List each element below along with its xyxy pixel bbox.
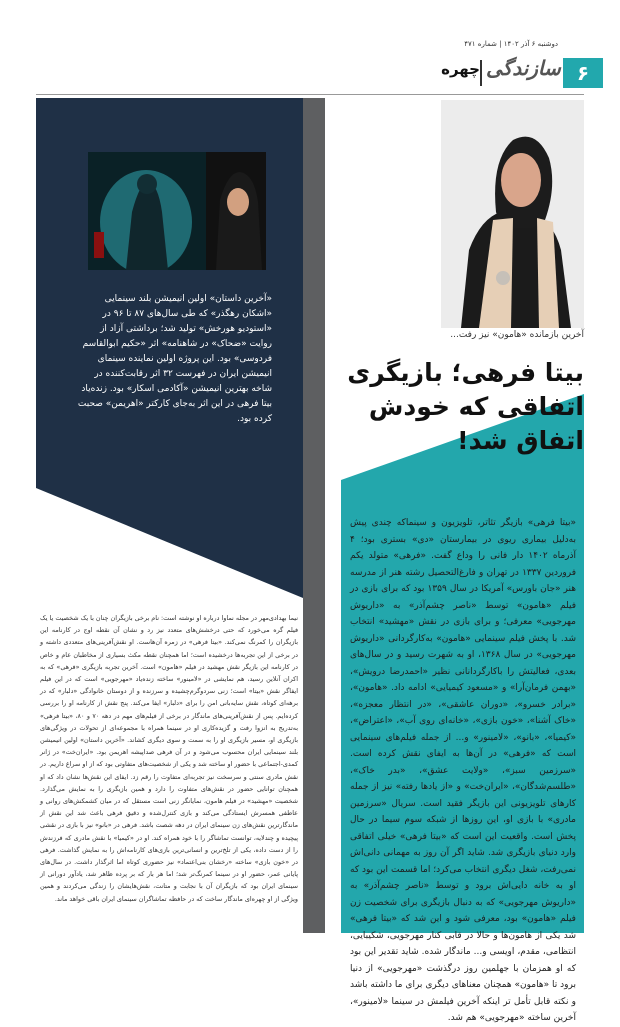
- header-rule: [36, 94, 584, 95]
- article-body-main: «بیتا فرهی» بازیگر تئاتر، تلویزیون و سینماکه چندی پیش به‌دلیل بیماری ریوی در بیمارستان «دی» بستری بود؛ ۴ آذرماه ۱۴۰۲ دار فانی را وداع گفت. «فرهی» متولد یکم فروردین ۱۳۳۷ در تهران و فارغ‌التحصیل رشته هنر از مدرسه هنر «جان باورس» آمریکا در سال ۱۳۵۹ بود که برای بازی در فیلم «هامون» توسط «ناصر چشم‌آذر» به «داریوش مهرجویی» معرفی؛ و برای بازی در نقش «مهشید» انتخاب شد. با پخش فیلم سینمایی «هامون» به‌کارگردانی «داریوش مهرجویی» در سال ۱۳۶۸، او به شهرت رسید و در سال‌های بعدی، فعالیتش را باکارگردانانی نظیر «احمدرضا درویش»، «بهمن فرمان‌آرا» و «مسعود کیمیایی» ادامه داد. «هامون»، «برادر خسرو»، «دوران عاشقی»، «در انتظار معجزه»، «خاک آشنا»، «خون بازی»، «خانه‌ای روی آب»، «اعتراض»، «کیمیا»، «بانو»، «لامینور» و... از جمله فیلم‌های سینمایی است که «فرهی» در آن‌ها به ایفای نقش کرده است. «سرزمین سبز»، «ولایت عشق»، «بدر خاک»، «طلسم‌شدگان»، «ایران‌خت» و «از یادها رفته» نیز از جمله کارهای تلویزیونی این بازیگر فقید است. سریال «سرزمین مادری» با بازی او، این روزها از شبکه سوم سیما در حال پخش است. واقعیت این است که «بیتا فرهی» خیلی اتفاقی وارد دنیای بازیگری شد. شاید اگر آن روز به مهمانی دانی‌اش نمی‌رفت، شغل دیگری انتخاب می‌کرد؛ اما قسمت این بود که او به خانه دایی‌اش برود و توسط «ناصر چشم‌آذر» به «داریوش مهرجویی» که به دنبال بازیگری برای شخصیت زن فیلم «هامون» بود، معرفی شود و این شد که «بیتا فرهی» شد یکی از هامون‌ها و حالا در قابی کنار مهرجویی، شکیبایی، انتظامی، مقدم، اویسی و... ماندگار شده. شاید تقدیر این بود که او همزمان با جهلمین روز درگذشت «مهرجویی» از دنیا برود تا «هامون» همچنان معناهای دیگری برای ما داشته باشد و نکته قابل تأمل تر اینکه آخرین فیلمش در سینما «لامینور»، آخرین ساخته «مهرجویی» هم شد.: [350, 518, 577, 1023]
- film-still-photo: [88, 152, 266, 270]
- issue-line: دوشنبه ۶ آذر ۱۴۰۲ | شماره ۴۷۱: [464, 40, 558, 48]
- masthead-divider: [480, 60, 482, 86]
- section-title: چهره: [441, 60, 480, 78]
- page-number: ۶: [563, 58, 603, 88]
- column-divider-strip: [303, 98, 325, 933]
- article-body-secondary: نیما بهدادی‌مهر در مجله نماوا درباره او نوشته است: نام برخی بازیگران چنان با یک شخصیت یا یک فیلم گره می‌خورد که حتی درخشش‌های متعدد نیز رد و نشان آن نقطه اوج در کارنامه این بازیگران را کمرنگ نمی‌کند. «بیتا فرهی» در زمره آن‌هاست. او نقش‌آفرینی‌های متعددی داشته و در برخی از این تجربه‌ها درخشیده است؛ اما همچنان نقطه مکث بسیاری از مخاطبان عام و خاص در کارنامه این بازیگر نقش مهشید در فیلم «هامون» است. آخرین تجربه بازیگری «فرهی» که به اکران آنلاین رسید، هم نمایشی در «لامینور» ساخته زنده‌یاد «مهرجویی» است که در این فیلم ایفاگر نقش «بیتا» است؛ زنی سردوگرم‌چشیده و سرزنده و از دوستان خانوادگی «دلبار» که در برهه‌ای کوتاه، نقش سایه‌بانی امن را برای «دلبار» ایفا می‌کند. پنج نقش از کارنامه او را بررسی کرده‌ایم. پس از نقش‌آفرینی‌های ماندگار در برخی از فیلم‌های مهم در دهه ۷۰ و ۸۰، «بیتا فرهی» به‌تدریج به انزوا رفت و گزیده‌کاری او در سینما همراه با مجموعه‌ای از تحولات در ویژگی‌های بازیگری او، مسیر بازیگری او را به سمت و سوی دیگری کشاند. «آخرین داستان» اولین انیمیشن بلند سینمایی ایران محسوب می‌شود و در آن فرهی صداپیشه اهریمن بود. «ایران‌خت» در ژانر کمدی-اجتماعی با حضور او ساخته شد و یکی از شخصیت‌های متفاوتی بود که از او سراغ داریم. در نقش مادری سنتی و سرسخت نیز تجربه‌ای متفاوت را رقم زد. ایفای این نقش‌ها نشان داد که او همچنان توانایی حضور در نقش‌های متفاوت را دارد و همین بازیگری را به نمایش می‌گذارد. شخصیت «مهشید» در فیلم هامون، نمایانگر زنی است مستقل که در میان کشمکش‌های روانی و عاطفی همسرش ایستادگی می‌کند و بازی کنترل‌شده و دقیق فرهی باعث شد این نقش از ماندگارترین نقش‌های زن سینمای ایران در دهه شصت باشد. فرهی در «بانو» نیز با بازی در نقشی پیچیده و چندلایه، توانست تماشاگر را با خود همراه کند. او در «کیمیا» با نقش مادری که فرزندش را از دست داده، یکی از تلخ‌ترین و انسانی‌ترین بازی‌های کارنامه‌اش را به نمایش گذاشت. فرهی در «خون بازی» ساخته «رخشان بنی‌اعتماد» نیز حضوری کوتاه اما اثرگذار داشت. در سال‌های پایانی عمر، حضور او در سینما کمرنگ‌تر شد؛ اما هر بار که بر پرده ظاهر شد، یادآور دورانی از سینمای ایران بود که بازیگران آن با نجابت و متانت، نقش‌هایشان را زندگی می‌کردند و همین ویژگی از او چهره‌ای ماندگار ساخت که در حافظه تماشاگران سینمای ایران باقی خواهد ماند.: [40, 614, 299, 903]
- newspaper-logo: سازندگی: [486, 56, 561, 80]
- article-title: بیتا فرهی؛ بازیگری اتفاقی که خودش اتفاق شد!: [347, 358, 584, 455]
- photo-caption: آخرین بازمانده «هامون» نیز رفت...: [450, 330, 584, 340]
- sidebar-panel-wedge: [36, 488, 303, 598]
- portrait-photo: [441, 100, 584, 328]
- sidebar-caption: «آخرین داستان» اولین انیمیشن بلند سینمایی «اشکان رهگذر» که طی سال‌های ۸۷ تا ۹۶ در «استودیو هورخش» تولید شد؛ برداشتی آزاد از روایت «ضحاک» در شاهنامه» اثر «حکیم ابوالقاسم فردوسی» بود. این پروژه اولین نماینده سینمای انیمیشن ایران در فهرست ۳۲ اثر رقابت‌کننده در شاخه بهترین انیمیشن «آکادمی اسکار» بود. زنده‌یاد بیتا فرهی در این اثر به‌جای کارکتر «اهریمن» صحبت کرده بود.: [77, 294, 272, 424]
